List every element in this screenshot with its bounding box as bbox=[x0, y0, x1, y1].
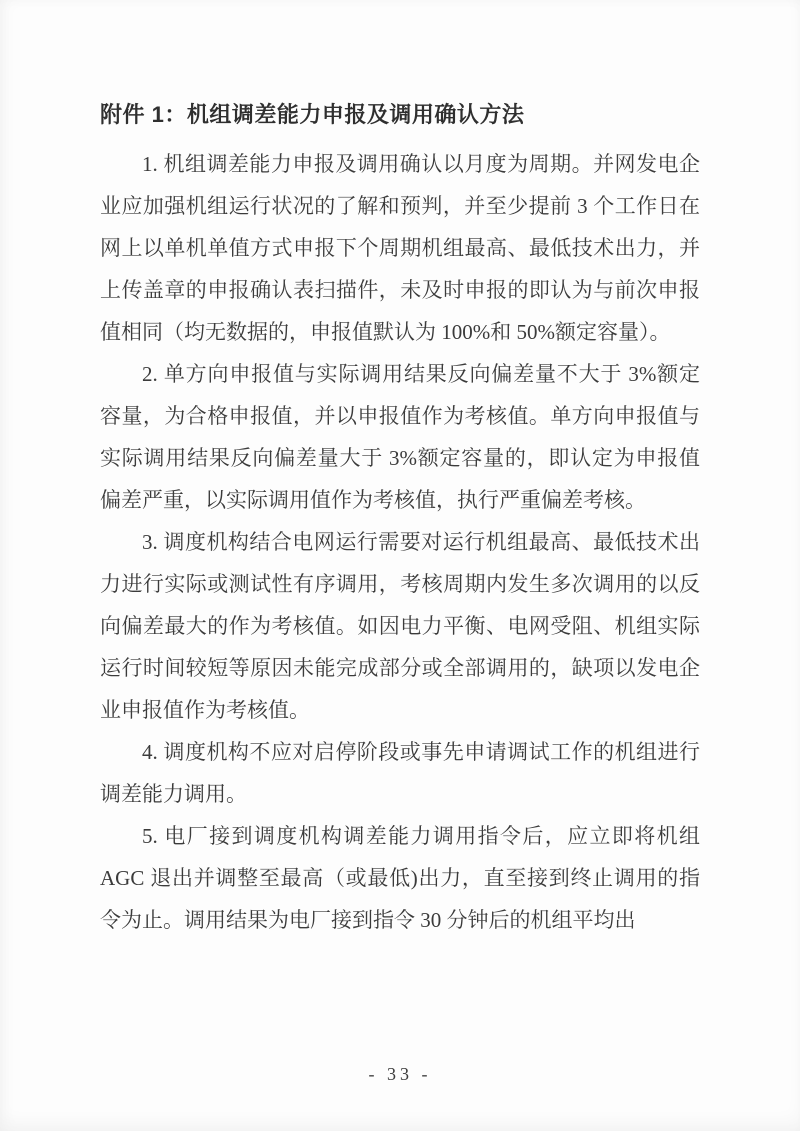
document-body bbox=[100, 143, 700, 941]
paragraph-3: 3. 调度机构结合电网运行需要对运行机组最高、最低技术出力进行实际或测试性有序调用，考核周期内发生多次调用的以反向偏差最大的作为考核值。如因电力平衡、电网受阻、机组实际运行时间较短等原因未能完成部分或全部调用的，缺项以发电企业申报值作为考核值。 bbox=[100, 530, 700, 722]
paragraph-5: 5. 电厂接到调度机构调差能力调用指令后，应立即将机组 AGC 退出并调整至最高（或最低)出力，直至接到终止调用的指令为止。调用结果为电厂接到指令 30 分钟后的机组平均出 bbox=[100, 824, 700, 932]
paragraph-4: 4. 调度机构不应对启停阶段或事先申请调试工作的机组进行调差能力调用。 bbox=[100, 740, 700, 806]
paragraph-2: 2. 单方向申报值与实际调用结果反向偏差量不大于 3%额定容量，为合格申报值，并以申报值作为考核值。单方向申报值与实际调用结果反向偏差量大于 3%额定容量的，即认定为申报值偏差严重，以实际调用值作为考核值，执行严重偏差考核。 bbox=[100, 362, 700, 512]
page-number: - 33 - bbox=[368, 1064, 432, 1084]
paragraph-1: 1. 机组调差能力申报及调用确认以月度为周期。并网发电企业应加强机组运行状况的了解和预判，并至少提前 3 个工作日在网上以单机单值方式申报下个周期机组最高、最低技术出力，并上传盖章的申报确认表扫描件，未及时申报的即认为与前次申报值相同（均无数据的，申报值默认为 100%和 50%额定容量）。 bbox=[100, 152, 700, 344]
page-title: 附件 1：机组调差能力申报及调用确认方法 bbox=[100, 102, 525, 127]
